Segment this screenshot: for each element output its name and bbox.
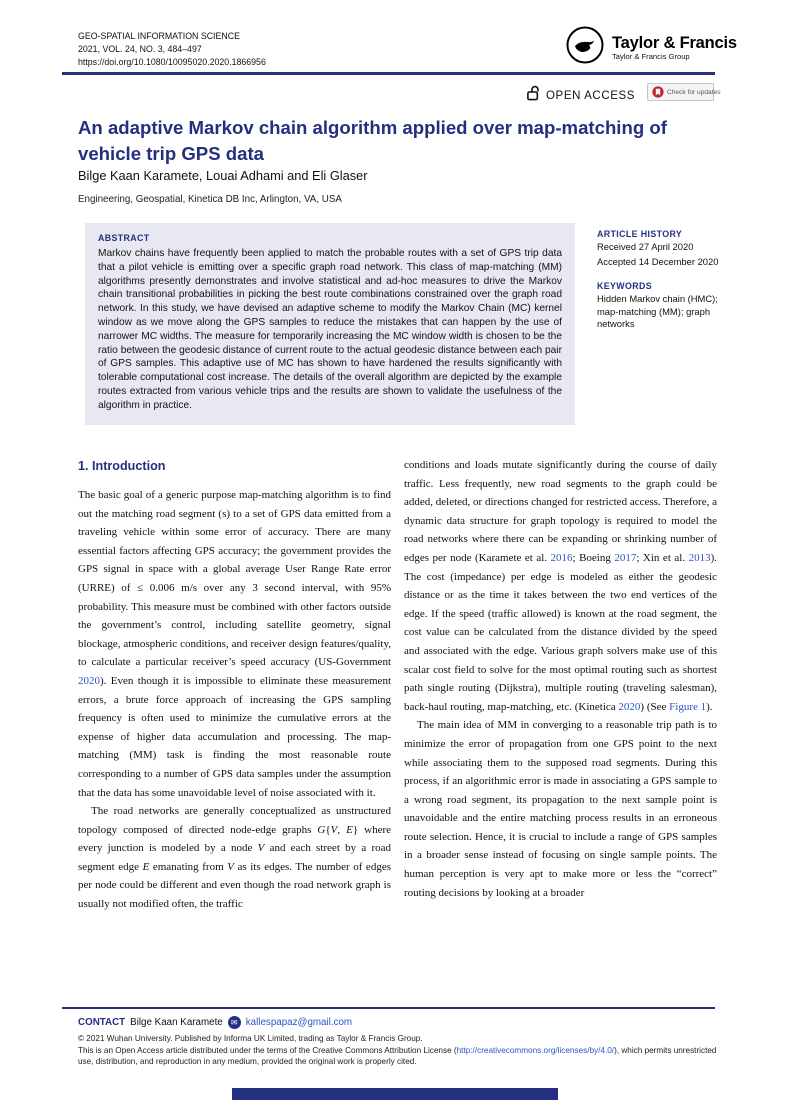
- inline-link[interactable]: 2020: [618, 700, 641, 713]
- text-segment: ,: [337, 823, 347, 836]
- section-1-heading: 1. Introduction: [78, 459, 166, 473]
- text-segment: V: [330, 823, 338, 836]
- text-segment: V: [257, 842, 265, 855]
- footer-rule: [62, 1007, 715, 1009]
- taylor-francis-logo: [565, 25, 737, 70]
- open-lock-icon: [527, 85, 540, 106]
- text-segment: ; Xin et al.: [636, 551, 689, 564]
- paragraph: [404, 456, 717, 716]
- contact-label: CONTACT: [78, 1017, 126, 1028]
- open-access-label: OPEN ACCESS: [546, 89, 636, 102]
- logo-group: Taylor & Francis Group: [612, 52, 690, 61]
- taylor-francis-logo-text: [612, 34, 737, 61]
- email-icon: ✉: [228, 1016, 241, 1029]
- affiliation: Engineering, Geospatial, Kinetica DB Inc, Arlington, VA, USA: [78, 194, 342, 205]
- inline-link[interactable]: http://creativecommons.org/licenses/by/4.0/: [456, 1045, 615, 1055]
- text-segment: E: [142, 860, 150, 873]
- received-date: Received 27 April 2020: [597, 241, 694, 252]
- journal-name: GEO-SPATIAL INFORMATION SCIENCE: [78, 31, 240, 41]
- left-column: [78, 456, 391, 1008]
- article-history-heading: ARTICLE HISTORY: [597, 229, 683, 239]
- text-segment: {: [325, 823, 331, 836]
- contact-line: [78, 1016, 352, 1029]
- abstract-heading: ABSTRACT: [98, 233, 150, 243]
- inline-link[interactable]: 2013: [688, 551, 711, 564]
- text-segment: The main idea of MM in converging to a reasonable trip path is to minimize the error of propagation from one GPS point to the next while associating them to the supposed road segments. During this process, if an algorithmic error is made in associating a GPS sample to a wrong road segment, its propagation to the next sample point is unavoidable and the entire matching process results in an erroneous route selection. Hence, it is crucial to include a range of GPS samples in a broader sense instead of focusing on single sample points. The human perception is very apt to make more or less the “correct” routing decisions by looking at a broader: [404, 719, 717, 899]
- license-line: [78, 1045, 723, 1068]
- text-segment: ), which permits unrestricted use, distribution, and reproduction in any medium, provided the original work is properly cited.: [78, 1045, 717, 1067]
- abstract-box: [85, 223, 575, 425]
- taylor-francis-logo-icon: [565, 25, 605, 70]
- paragraph: [78, 802, 391, 914]
- keywords-text: Hidden Markov chain (HMC); map-matching (MM); graph networks: [597, 293, 718, 330]
- text-segment: ; Boeing: [572, 551, 615, 564]
- journal-issue: 2021, VOL. 24, NO. 3, 484–497: [78, 43, 202, 54]
- text-segment: E: [346, 823, 353, 836]
- article-info-sidebar: [597, 229, 727, 344]
- inline-link[interactable]: Figure 1: [669, 700, 707, 713]
- text-segment: ) (See: [640, 700, 670, 713]
- keywords-heading: KEYWORDS: [597, 281, 653, 292]
- text-segment: } where every junction is modeled by a node: [78, 823, 391, 855]
- accepted-date: Accepted 14 December 2020: [597, 255, 719, 267]
- text-segment: This is an Open Access article distributed under the terms of the Creative Commons Attribution License (: [78, 1045, 457, 1055]
- text-segment: ). Even though it is impossible to eliminate these measurement errors, a brute force approach of increasing the GPS sampling frequency is often used to minimize the cumulative errors at the expense of higher data accumulation and processing. The map-matching (MM) task is finding the most reasonable route corresponding to a number of GPS data samples under the assumption that the data has some unavoidable level of noise associated with it.: [78, 674, 391, 799]
- page-title: An adaptive Markov chain algorithm applied over map-matching of vehicle trip GPS data: [78, 117, 667, 164]
- logo-name: Taylor & Francis: [612, 34, 737, 52]
- text-segment: G: [317, 823, 326, 836]
- text-segment: V: [227, 860, 234, 873]
- left-column-text: [78, 486, 391, 914]
- contact-name: Bilge Kaan Karamete: [130, 1017, 223, 1028]
- doi-link[interactable]: https://doi.org/10.1080/10095020.2020.1866956: [78, 56, 266, 67]
- paragraph: [78, 486, 391, 802]
- abstract-text: Markov chains have frequently been applied to match the probable routes with a set of GPS trip data that a pilot vehicle is emitting over a specific graph road network. This class of map-matching (MM) algorithms presently demonstrates and involve statistical and ad-hoc measures to drive the Markov chain transitional probabilities in picking the best route combinations constrained over the graph road network. In this study, we have devised an adaptive scheme to modify the Markov Chain (MC) kernel window as we move along the GPS samples to reduce the mistakes that can happen by the use of narrower MC widths. The measure for temporarily increasing the MC window width is chosen to be the ratio between the geodesic distance of current route to the actual geodesic distance between each pair of GPS samples. This adaptive use of MC has shown to have hardened the results significantly with tolerable computational cost increase. The details of the overall algorithm are depicted by the example routes extracted from various vehicle trips and the results are shown to validate the usefulness of the algorithm in practice.: [98, 248, 562, 411]
- open-access-badge[interactable]: [527, 85, 635, 106]
- authors: Bilge Kaan Karamete, Louai Adhami and Eli Glaser: [78, 168, 368, 183]
- keywords-block: [597, 281, 727, 331]
- check-for-updates-label: Check for updates: [667, 88, 721, 96]
- right-column: [404, 456, 717, 1008]
- paragraph: [404, 716, 717, 902]
- inline-link[interactable]: 2017: [614, 551, 637, 564]
- right-column-text: [404, 456, 717, 902]
- contact-email-link[interactable]: kallespapaz@gmail.com: [245, 1017, 353, 1028]
- text-segment: conditions and loads mutate significantly during the course of daily traffic. Less frequently, new road segments to the graph could be added, deleted, or directions changed for restricted access. Therefore, a dynamic data structure for graph topology is required to model the road networks where there can be expanding or shrinking number of edges per node (Karamete et al.: [404, 459, 717, 564]
- text-segment: as its edges. The number of edges per node could be different and even though the road network graph is usually not modified often, the traffic: [78, 860, 391, 911]
- bottom-bar: [232, 1088, 558, 1100]
- text-segment: The road networks are generally conceptualized as unstructured topology composed of directed node-edge graphs: [78, 805, 391, 836]
- crossmark-icon: [652, 86, 664, 98]
- journal-info: [78, 30, 266, 68]
- text-segment: and each street by a road segment edge: [78, 842, 391, 873]
- text-segment: ). The cost (impedance) per edge is modeled as either the geodesic distance or as the time it takes between the two end vertices of the edge. If the speed (traffic allowed) is known at the road segment, the cost value can be calculated from the distance divided by the speed and associated with the edge. Various graph solvers make use of this scalar cost field to solve for the most optimal routing such as shortest path single routing (Dijkstra), multiple routing (traveling salesman), back-haul routing, map-matching, etc. (Kinetica: [404, 551, 717, 713]
- text-segment: ).: [706, 700, 713, 713]
- text-segment: emanating from: [149, 860, 228, 873]
- inline-link[interactable]: 2016: [550, 551, 573, 564]
- copyright-block: [78, 1033, 723, 1068]
- check-for-updates-button[interactable]: [647, 83, 721, 101]
- inline-link[interactable]: 2020: [78, 674, 100, 687]
- copyright-line: © 2021 Wuhan University. Published by Informa UK Limited, trading as Taylor & Francis Group.: [78, 1034, 423, 1043]
- text-segment: The basic goal of a generic purpose map-matching algorithm is to find out the matching road segment (s) to a set of GPS data emitted from a traveling vehicle within some error of accuracy. There are many essential factors affecting GPS accuracy; the government provides the GPS signal in space with a global average User Range Rate error (URRE) of ≤ 0.006 m/s over any 3 second interval, with 95% probability. This measure must be combined with other factors outside the government’s control, including satellite geometry, signal blockage, atmospheric conditions, and receiver design features/quality, to calculate a particular receiver’s speed accuracy (US-Government: [78, 489, 391, 669]
- header-rule: [62, 72, 715, 75]
- article-history: [597, 229, 727, 268]
